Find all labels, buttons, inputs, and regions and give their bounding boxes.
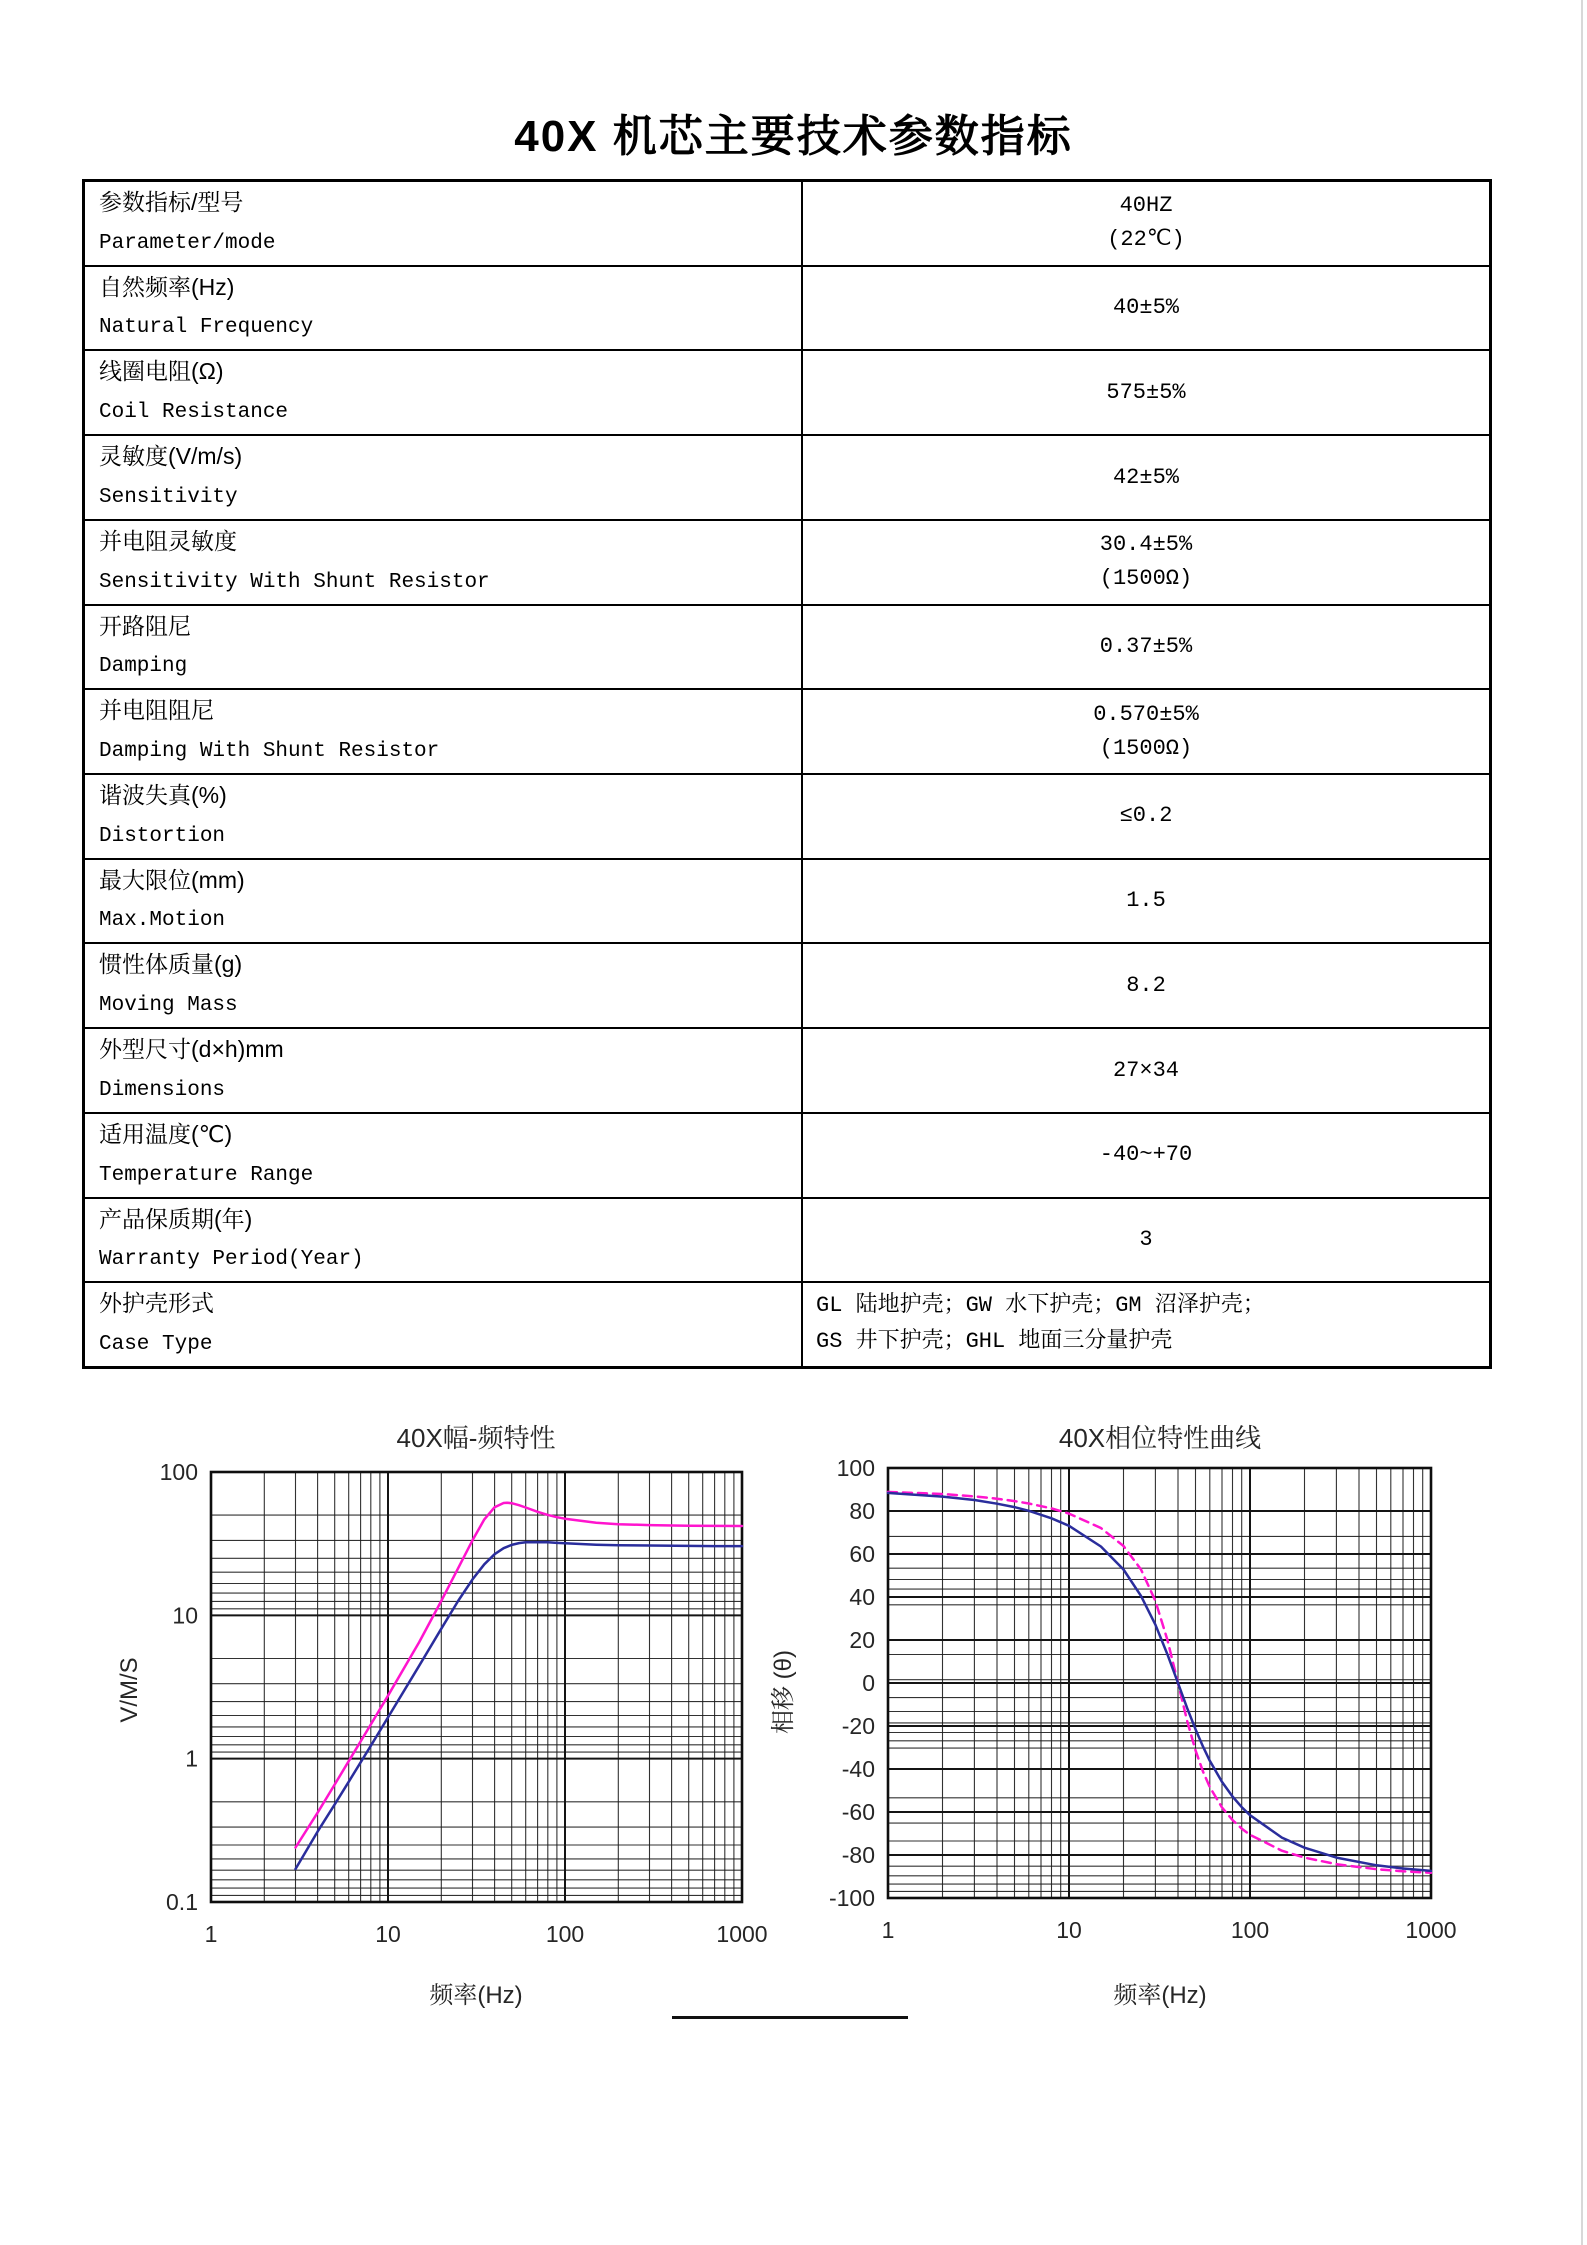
param-en: Distortion [99,824,226,848]
charts-area [0,1380,1587,2060]
param-cell [85,1199,803,1282]
param-zh: 自然频率(Hz) [99,273,235,300]
param-cell [85,182,803,265]
value-cell [803,1029,1489,1112]
value-cell [803,351,1489,434]
param-value: (1500Ω) [1099,735,1193,761]
param-value: 8.2 [1126,972,1166,998]
param-value: GS 井下护壳；GHL 地面三分量护壳 [816,1329,1173,1355]
param-value: (22℃) [1107,227,1185,253]
param-zh: 并电阻灵敏度 [99,527,237,554]
param-en: Damping With Shunt Resistor [99,740,440,764]
param-value: -40~+70 [1099,1142,1193,1168]
param-cell [85,860,803,943]
value-cell [803,182,1489,265]
x-axis-tick-label: 100 [545,1921,585,1947]
x-axis-tick-label: 1 [204,1921,218,1947]
x-axis-tick-label: 1000 [1405,1917,1457,1943]
y-axis-tick-label: 100 [159,1459,198,1485]
param-en: Dimensions [99,1078,226,1102]
y-axis-tick-label: 0 [862,1670,875,1696]
x-axis-tick-label: 1 [881,1917,895,1943]
param-zh: 外型尺寸(d×h)mm [99,1036,284,1063]
param-en: Natural Frequency [99,316,314,340]
table-row [85,775,1489,860]
param-en: Warranty Period(Year) [99,1248,364,1272]
param-value: 3 [1139,1226,1153,1252]
value-cell [803,436,1489,519]
value-cell [803,775,1489,858]
param-value: 0.37±5% [1099,633,1193,659]
param-zh: 并电阻阻尼 [99,697,214,724]
param-cell [85,1283,803,1366]
param-value: 575±5% [1106,379,1186,405]
x-axis-tick-label: 10 [1056,1917,1082,1943]
param-value: 40±5% [1112,295,1179,321]
param-cell [85,521,803,604]
value-cell [803,267,1489,350]
param-value: ≤0.2 [1119,803,1173,829]
x-axis-label: 频率(Hz) [1113,1982,1207,2009]
param-value: 1.5 [1126,888,1166,914]
param-zh: 产品保质期(年) [99,1205,253,1232]
table-row [85,267,1489,352]
value-cell [803,944,1489,1027]
y-axis-tick-label: -80 [841,1842,875,1868]
param-zh: 灵敏度(V/m/s) [99,443,243,470]
y-axis-tick-label: 100 [836,1455,875,1481]
data-series-curve [888,1493,1431,1871]
y-axis-tick-label: -40 [841,1756,875,1782]
param-zh: 线圈电阻(Ω) [99,358,224,385]
table-row [85,606,1489,691]
table-row [85,436,1489,521]
param-zh: 外护壳形式 [99,1290,214,1317]
param-en: Max.Motion [99,909,226,933]
param-cell [85,775,803,858]
table-row [85,182,1489,267]
y-axis-tick-label: -60 [841,1799,875,1825]
value-cell [803,1114,1489,1197]
y-axis-tick-label: 20 [849,1627,875,1653]
param-value: 27×34 [1112,1057,1179,1083]
value-cell [803,1283,1489,1366]
param-en: Sensitivity With Shunt Resistor [99,570,490,594]
value-cell [803,606,1489,689]
table-row [85,521,1489,606]
param-zh: 适用温度(℃) [99,1120,233,1147]
param-cell [85,690,803,773]
y-axis-tick-label: -100 [828,1885,875,1911]
y-axis-tick-label: 10 [172,1602,198,1629]
table-row [85,1283,1489,1366]
chart-title: 40X相位特性曲线 [1058,1423,1262,1453]
param-zh: 最大限位(mm) [99,866,245,893]
param-cell [85,1029,803,1112]
x-axis-tick-label: 10 [375,1921,401,1947]
y-axis-tick-label: 80 [849,1498,875,1524]
y-axis-label: V/M/S [116,1657,143,1723]
y-axis-label: 相移 (θ) [770,1650,797,1734]
param-en: Coil Resistance [99,401,289,425]
table-row [85,351,1489,436]
data-series-curve [296,1542,743,1869]
param-en: Parameter/mode [99,231,276,255]
value-cell [803,860,1489,943]
param-cell [85,606,803,689]
param-value: 0.570±5% [1093,701,1199,727]
param-cell [85,436,803,519]
y-axis-tick-label: 40 [849,1584,875,1610]
param-cell [85,267,803,350]
page-title: 40X 机芯主要技术参数指标 [514,112,1073,161]
separator-line [672,2016,908,2019]
param-value: GL 陆地护壳；GW 水下护壳；GM 沼泽护壳； [816,1293,1265,1319]
param-value: 30.4±5% [1099,532,1193,558]
param-value: (1500Ω) [1099,566,1193,592]
param-en: Case Type [99,1333,213,1357]
table-row [85,690,1489,775]
y-axis-tick-label: 0.1 [166,1889,198,1915]
value-cell [803,521,1489,604]
param-en: Moving Mass [99,994,238,1018]
table-row [85,1029,1489,1114]
y-axis-tick-label: -20 [841,1713,875,1739]
x-axis-label: 频率(Hz) [429,1982,523,2009]
y-axis-tick-label: 1 [185,1745,198,1772]
x-axis-tick-label: 100 [1230,1917,1270,1943]
plot-border [211,1472,742,1902]
param-cell [85,351,803,434]
param-zh: 开路阻尼 [99,612,191,639]
spec-table [82,179,1492,1369]
table-row [85,1114,1489,1199]
param-value: 40HZ [1119,193,1173,219]
param-zh: 参数指标/型号 [99,189,244,215]
table-row [85,1199,1489,1284]
value-cell [803,1199,1489,1282]
param-en: Damping [99,655,188,679]
param-value: 42±5% [1112,464,1179,490]
value-cell [803,690,1489,773]
y-axis-tick-label: 60 [849,1541,875,1567]
param-zh: 惯性体质量(g) [99,951,243,978]
param-en: Sensitivity [99,485,238,509]
table-row [85,860,1489,945]
param-zh: 谐波失真(%) [99,782,227,809]
param-en: Temperature Range [99,1163,314,1187]
x-axis-tick-label: 1000 [716,1921,768,1947]
chart-title: 40X幅-频特性 [396,1423,556,1453]
table-row [85,944,1489,1029]
param-cell [85,944,803,1027]
data-series-curve [296,1503,743,1848]
param-cell [85,1114,803,1197]
